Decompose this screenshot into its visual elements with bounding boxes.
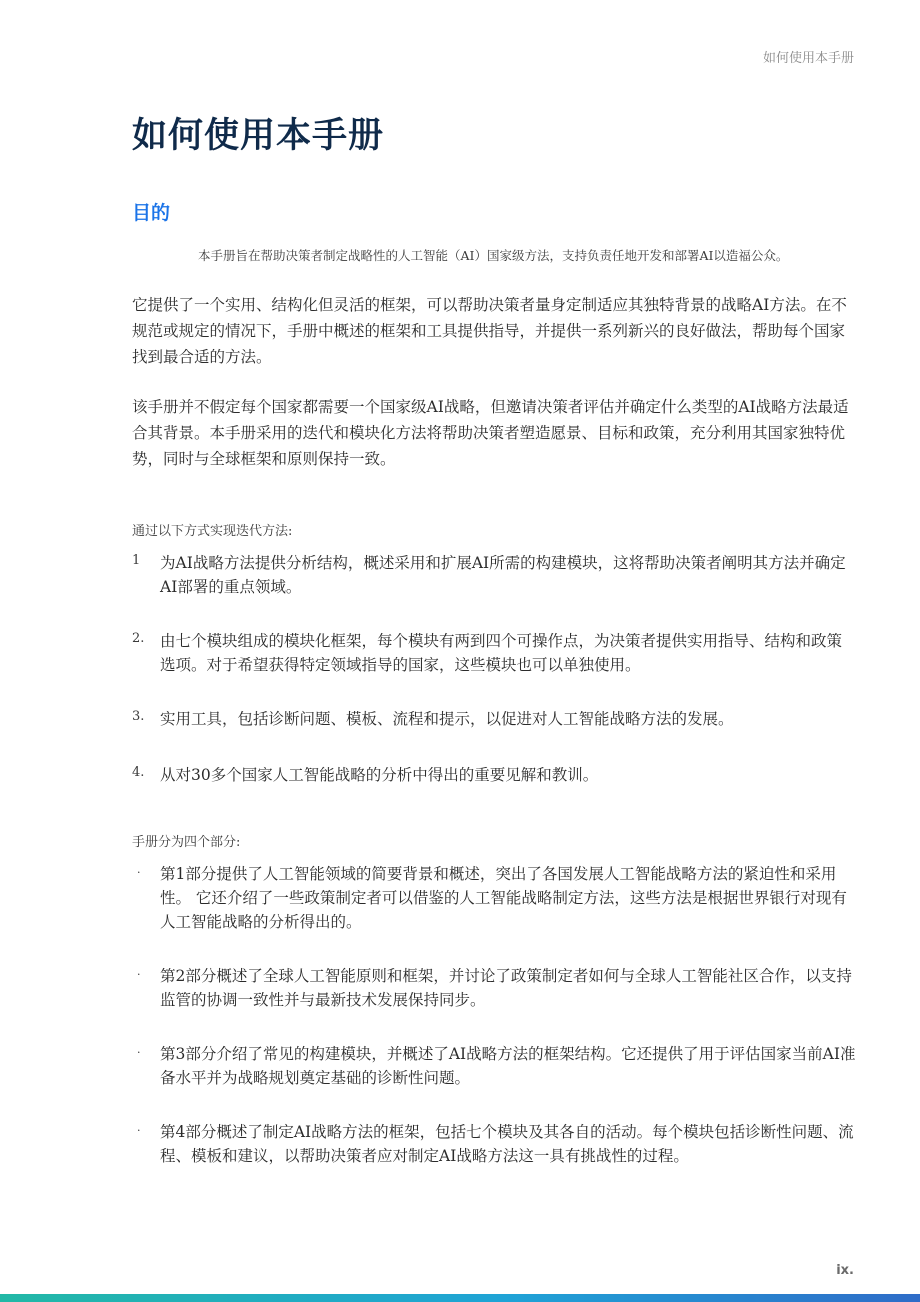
bullet: ·: [137, 1046, 141, 1059]
paragraph-2: 该手册并不假定每个国家都需要一个国家级AI战略，但邀请决策者评估并确定什么类型的AI战略方法最适合其背景。本手册采用的迭代和模块化方法将帮助决策者塑造愿景、目标和政策，充分利用其国家独特优势，同时与全球框架和原则保持一致。: [132, 398, 849, 468]
iterative-label: 通过以下方式实现迭代方法:: [132, 524, 293, 539]
footer-gradient-bar: [0, 1294, 920, 1302]
list-number: 2.: [132, 631, 145, 646]
parts-label: 手册分为四个部分:: [132, 835, 241, 850]
list-item-text: 由七个模块组成的模块化框架，每个模块有两到四个可操作点，为决策者提供实用指导、结构和政策选项。对于希望获得特定领域指导的国家，这些模块也可以单独使用。: [160, 632, 843, 674]
bullet: ·: [137, 866, 141, 879]
list-item-text: 第2部分概述了全球人工智能原则和框架，并讨论了政策制定者如何与全球人工智能社区合作，以支持监管的协调一致性并与最新技术发展保持同步。: [160, 967, 852, 1009]
page-number: ix.: [836, 1263, 854, 1278]
list-item-text: 第3部分介绍了常见的构建模块，并概述了AI战略方法的框架结构。它还提供了用于评估国家当前AI准备水平并为战略规划奠定基础的诊断性问题。: [160, 1045, 856, 1087]
bullet: ·: [137, 1124, 141, 1137]
numbered-item-1: [132, 551, 856, 599]
list-item-text: 实用工具，包括诊断问题、模板、流程和提示，以促进对人工智能战略方法的发展。: [160, 710, 734, 728]
numbered-item-4: [132, 763, 856, 787]
paragraph-1: 它提供了一个实用、结构化但灵活的框架，可以帮助决策者量身定制适应其独特背景的战略AI方法。在不规范或规定的情况下，手册中概述的框架和工具提供指导，并提供一系列新兴的良好做法，帮助每个国家找到最合适的方法。: [132, 296, 847, 366]
bullet-item-3: [132, 1042, 856, 1090]
bullet: ·: [137, 968, 141, 981]
page-title: 如何使用本手册: [132, 116, 385, 156]
list-number: 3.: [132, 709, 145, 724]
bullet-item-1: [132, 862, 856, 934]
list-item-text: 第1部分提供了人工智能领域的简要背景和概述，突出了各国发展人工智能战略方法的紧迫性和采用性。 它还介绍了一些政策制定者可以借鉴的人工智能战略制定方法，这些方法是根据世界银行对现有人工智能战略的分析得出的。: [160, 865, 847, 931]
list-item-text: 从对30多个国家人工智能战略的分析中得出的重要见解和教训。: [160, 766, 599, 784]
list-number: 1: [132, 553, 141, 568]
bullet-item-4: [132, 1120, 856, 1168]
list-number: 4.: [132, 765, 145, 780]
intro-text: 本手册旨在帮助决策者制定战略性的人工智能（AI）国家级方法，支持负责任地开发和部署AI以造福公众。: [198, 248, 789, 263]
numbered-item-3: [132, 707, 856, 731]
bullet-item-2: [132, 964, 856, 1012]
running-header: 如何使用本手册: [762, 51, 854, 66]
list-item-text: 第4部分概述了制定AI战略方法的框架，包括七个模块及其各自的活动。每个模块包括诊断性问题、流程、模板和建议，以帮助决策者应对制定AI战略方法这一具有挑战性的过程。: [160, 1123, 854, 1165]
numbered-item-2: [132, 629, 856, 677]
list-item-text: 为AI战略方法提供分析结构，概述采用和扩展AI所需的构建模块，这将帮助决策者阐明其方法并确定AI部署的重点领域。: [160, 554, 846, 596]
section-heading-purpose: 目的: [132, 202, 171, 224]
